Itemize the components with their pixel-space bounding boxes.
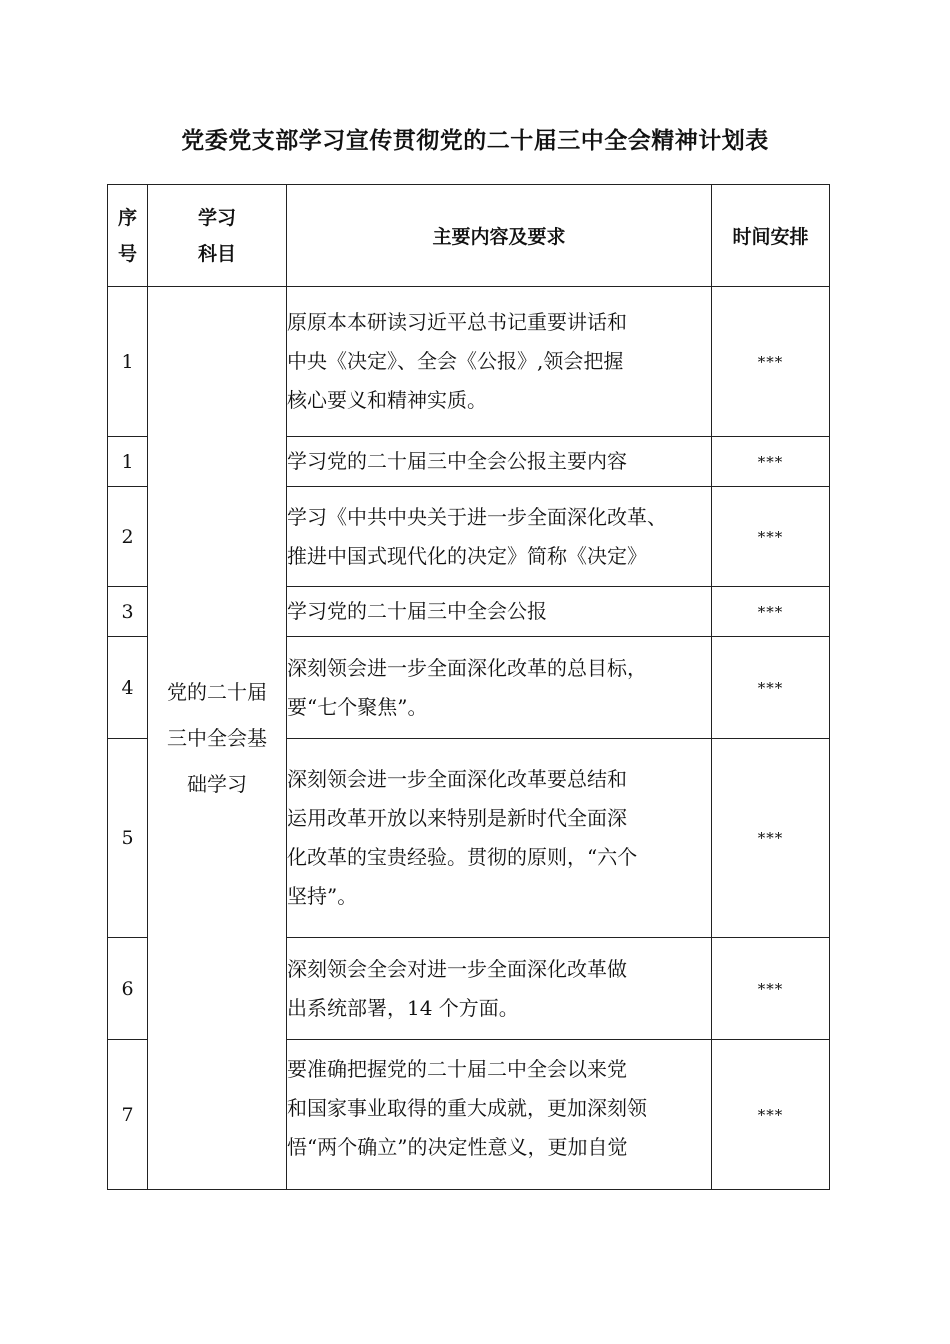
row-seq: 4 (108, 637, 148, 739)
subject-line: 党的二十届 (167, 680, 267, 704)
header-subject-line: 科目 (197, 242, 236, 265)
content-line: 学习党的二十届三中全会公报主要内容 (287, 449, 627, 473)
header-subject-line: 学习 (197, 206, 236, 229)
row-time: *** (712, 1040, 830, 1190)
row-content (287, 587, 712, 637)
content-line: 运用改革开放以来特别是新时代全面深 (287, 806, 627, 830)
header-seq-line: 序 (117, 206, 137, 229)
row-seq: 2 (108, 487, 148, 587)
header-subject (148, 185, 287, 287)
subject-cell (148, 287, 287, 1190)
header-time: 时间安排 (712, 185, 830, 287)
subject-line: 三中全会基 (167, 726, 267, 750)
row-time: *** (712, 437, 830, 487)
row-time: *** (712, 637, 830, 739)
content-line: 学习《中共中央关于进一步全面深化改革、 (287, 504, 667, 529)
header-seq-line: 号 (117, 242, 137, 265)
content-line: 出系统部署，14 个方面。 (287, 995, 519, 1020)
content-line: 和国家事业取得的重大成就，更加深刻领 (287, 1096, 647, 1120)
row-seq: 7 (108, 1040, 148, 1190)
row-content (287, 1040, 712, 1190)
row-seq: 1 (108, 437, 148, 487)
row-content (287, 739, 712, 938)
content-line: 推进中国式现代化的决定》简称《决定》 (287, 543, 647, 568)
row-time: *** (712, 287, 830, 437)
content-line: 中央《决定》、全会《公报》,领会把握 (287, 349, 624, 373)
row-content (287, 287, 712, 437)
row-time: *** (712, 587, 830, 637)
row-content (287, 437, 712, 487)
row-time: *** (712, 938, 830, 1040)
row-time: *** (712, 487, 830, 587)
table-header-row (108, 185, 830, 287)
content-line: 悟“两个确立”的决定性意义，更加自觉 (287, 1135, 628, 1159)
row-content (287, 938, 712, 1040)
row-content (287, 637, 712, 739)
subject-line: 础学习 (187, 772, 247, 796)
row-seq: 1 (108, 287, 148, 437)
row-seq: 6 (108, 938, 148, 1040)
plan-table (107, 184, 830, 1190)
content-line: 深刻领会进一步全面深化改革的总目标， (287, 655, 647, 680)
header-seq (108, 185, 148, 287)
content-line: 要准确把握党的二十届二中全会以来党 (287, 1057, 627, 1081)
content-line: 学习党的二十届三中全会公报 (287, 599, 547, 623)
content-line: 原原本本研读习近平总书记重要讲话和 (287, 310, 627, 334)
row-seq: 5 (108, 739, 148, 938)
row-time: *** (712, 739, 830, 938)
content-line: 化改革的宝贵经验。贯彻的原则，“六个 (287, 845, 638, 869)
content-line: 深刻领会全会对进一步全面深化改革做 (287, 956, 627, 981)
content-line: 核心要义和精神实质。 (287, 388, 487, 412)
row-seq: 3 (108, 587, 148, 637)
header-content: 主要内容及要求 (287, 185, 712, 287)
content-line: 坚持”。 (287, 884, 358, 908)
content-line: 深刻领会进一步全面深化改革要总结和 (287, 767, 627, 791)
table-row (108, 287, 830, 437)
content-line: 要“七个聚焦”。 (287, 694, 428, 719)
page-title: 党委党支部学习宣传贯彻党的二十届三中全会精神计划表 (181, 128, 769, 154)
row-content (287, 487, 712, 587)
